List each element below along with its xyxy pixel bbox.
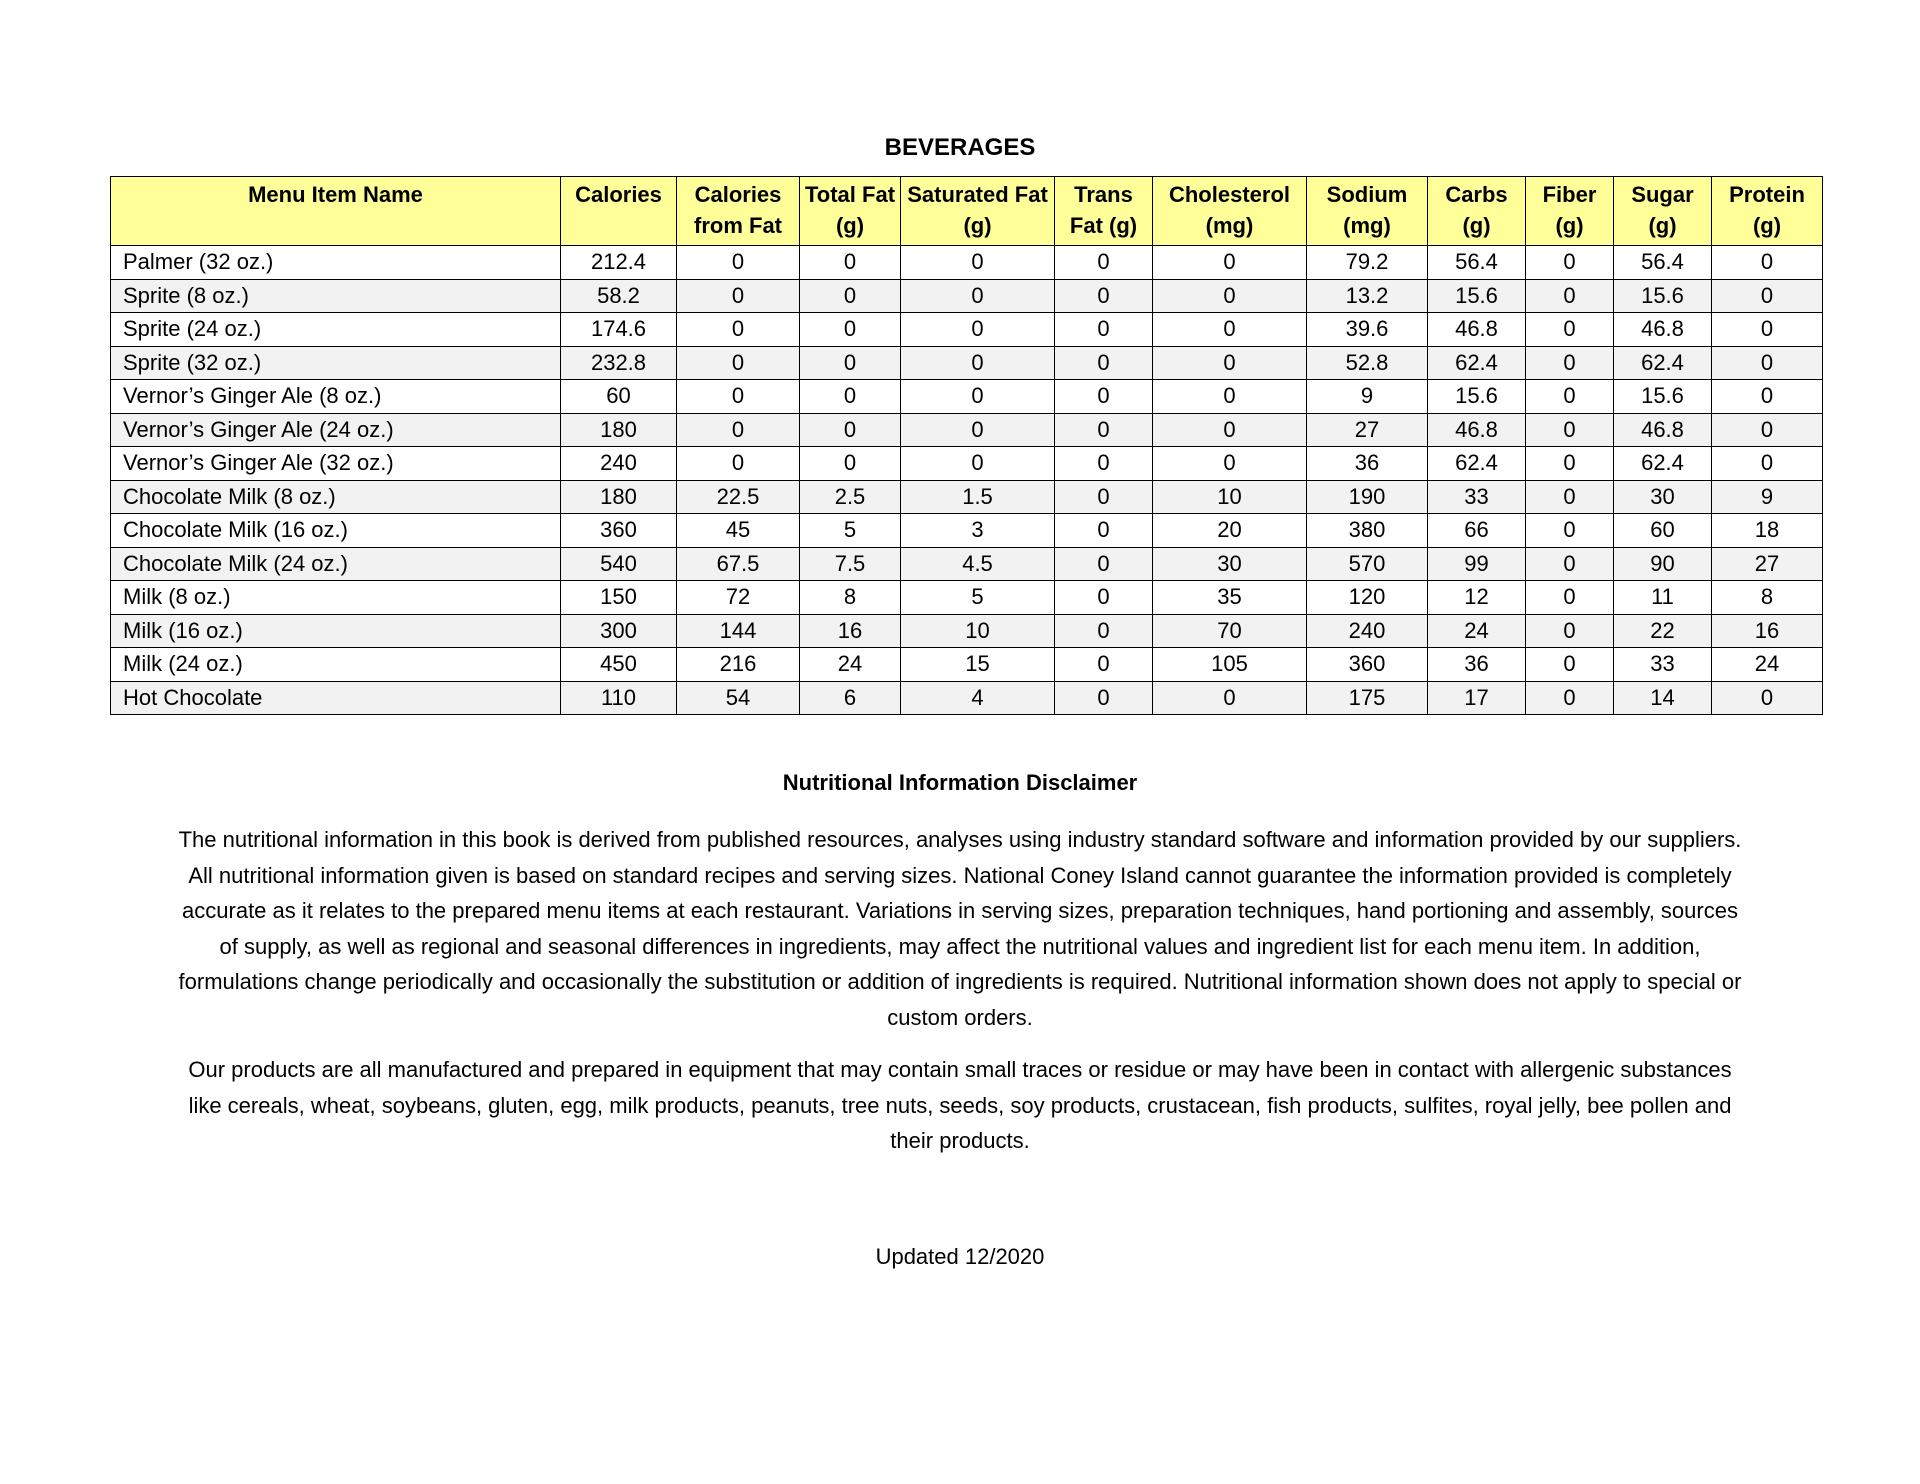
nutrition-value: 67.5: [677, 547, 800, 581]
nutrition-value: 15.6: [1428, 380, 1526, 414]
nutrition-value: 15.6: [1614, 380, 1712, 414]
nutrition-value: 0: [1153, 313, 1307, 347]
nutrition-value: 6: [800, 681, 901, 715]
nutrition-value: 0: [901, 346, 1055, 380]
nutrition-value: 0: [1055, 246, 1153, 280]
nutrition-value: 240: [1307, 614, 1428, 648]
nutrition-value: 33: [1614, 648, 1712, 682]
nutrition-value: 62.4: [1614, 346, 1712, 380]
nutrition-value: 12: [1428, 581, 1526, 615]
nutrition-value: 180: [561, 480, 677, 514]
nutrition-value: 0: [800, 313, 901, 347]
column-header: Carbs (g): [1428, 177, 1526, 246]
nutrition-value: 0: [1526, 547, 1614, 581]
column-header: Calories from Fat: [677, 177, 800, 246]
table-body: [111, 246, 1823, 715]
nutrition-value: 99: [1428, 547, 1526, 581]
nutrition-value: 46.8: [1614, 313, 1712, 347]
table-row: [111, 514, 1823, 548]
nutrition-value: 0: [1153, 681, 1307, 715]
column-header: Trans Fat (g): [1055, 177, 1153, 246]
nutrition-value: 0: [1055, 648, 1153, 682]
page-title: BEVERAGES: [884, 134, 1036, 161]
nutrition-value: 35: [1153, 581, 1307, 615]
nutrition-value: 39.6: [1307, 313, 1428, 347]
table-row: [111, 480, 1823, 514]
menu-item-name: Palmer (32 oz.): [111, 246, 561, 280]
nutrition-value: 15: [901, 648, 1055, 682]
nutrition-value: 190: [1307, 480, 1428, 514]
table-row: [111, 413, 1823, 447]
column-header: Sodium (mg): [1307, 177, 1428, 246]
menu-item-name: Chocolate Milk (24 oz.): [111, 547, 561, 581]
table-row: [111, 547, 1823, 581]
nutrition-value: 0: [1153, 346, 1307, 380]
column-header: Fiber (g): [1526, 177, 1614, 246]
table-row: [111, 648, 1823, 682]
nutrition-value: 0: [1712, 681, 1823, 715]
nutrition-value: 4.5: [901, 547, 1055, 581]
nutrition-value: 0: [1055, 346, 1153, 380]
nutrition-value: 10: [901, 614, 1055, 648]
nutrition-value: 0: [1153, 447, 1307, 481]
nutrition-value: 0: [1153, 380, 1307, 414]
nutrition-value: 62.4: [1428, 346, 1526, 380]
nutrition-value: 0: [677, 313, 800, 347]
nutrition-value: 8: [1712, 581, 1823, 615]
nutrition-value: 0: [1526, 346, 1614, 380]
nutrition-value: 46.8: [1428, 313, 1526, 347]
nutrition-value: 216: [677, 648, 800, 682]
nutrition-value: 0: [1055, 514, 1153, 548]
nutrition-value: 0: [1526, 447, 1614, 481]
menu-item-name: Sprite (8 oz.): [111, 279, 561, 313]
nutrition-value: 62.4: [1614, 447, 1712, 481]
nutrition-value: 15.6: [1614, 279, 1712, 313]
nutrition-value: 144: [677, 614, 800, 648]
nutrition-value: 0: [1526, 514, 1614, 548]
nutrition-value: 0: [901, 380, 1055, 414]
nutrition-value: 0: [800, 447, 901, 481]
nutrition-value: 9: [1712, 480, 1823, 514]
menu-item-name: Chocolate Milk (16 oz.): [111, 514, 561, 548]
nutrition-value: 7.5: [800, 547, 901, 581]
nutrition-value: 380: [1307, 514, 1428, 548]
nutrition-value: 15.6: [1428, 279, 1526, 313]
nutrition-value: 70: [1153, 614, 1307, 648]
menu-item-name: Sprite (24 oz.): [111, 313, 561, 347]
menu-item-name: Milk (16 oz.): [111, 614, 561, 648]
menu-item-name: Sprite (32 oz.): [111, 346, 561, 380]
nutrition-value: 10: [1153, 480, 1307, 514]
nutrition-value: 16: [1712, 614, 1823, 648]
nutrition-value: 0: [677, 413, 800, 447]
nutrition-value: 0: [1712, 447, 1823, 481]
nutrition-value: 0: [1055, 380, 1153, 414]
nutrition-value: 18: [1712, 514, 1823, 548]
nutrition-value: 0: [677, 246, 800, 280]
nutrition-value: 450: [561, 648, 677, 682]
nutrition-value: 0: [677, 380, 800, 414]
nutrition-value: 0: [1526, 614, 1614, 648]
nutrition-value: 24: [800, 648, 901, 682]
menu-item-name: Vernor’s Ginger Ale (24 oz.): [111, 413, 561, 447]
nutrition-value: 360: [1307, 648, 1428, 682]
nutrition-value: 36: [1428, 648, 1526, 682]
nutrition-value: 33: [1428, 480, 1526, 514]
menu-item-name: Milk (24 oz.): [111, 648, 561, 682]
nutrition-value: 0: [901, 413, 1055, 447]
nutrition-value: 120: [1307, 581, 1428, 615]
nutrition-value: 0: [1712, 246, 1823, 280]
nutrition-value: 0: [1712, 346, 1823, 380]
nutrition-value: 0: [1055, 614, 1153, 648]
nutrition-value: 0: [1055, 480, 1153, 514]
nutrition-value: 0: [1055, 413, 1153, 447]
nutrition-value: 180: [561, 413, 677, 447]
nutrition-value: 14: [1614, 681, 1712, 715]
nutrition-value: 0: [677, 447, 800, 481]
menu-item-name: Vernor’s Ginger Ale (8 oz.): [111, 380, 561, 414]
nutrition-value: 0: [1055, 447, 1153, 481]
disclaimer-paragraph-1: The nutritional information in this book is derived from published resources, analyses using industry standard software and information provided by our suppliers. All nutritional information given is based on standard recipes and serving sizes. National Coney Island cannot guarantee the information provided is completely accurate as it relates to the prepared menu items at each restaurant. Variations in serving sizes, preparation techniques, hand portioning and assembly, sources of supply, as well as regional and seasonal differences in ingredients, may affect the nutritional values and ingredient list for each menu item. In addition, formulations change periodically and occasionally the substitution or addition of ingredients is required. Nutritional information shown does not apply to special or custom orders.: [178, 827, 1742, 1030]
nutrition-value: 4: [901, 681, 1055, 715]
table-row: [111, 279, 1823, 313]
nutrition-table: [110, 176, 1823, 715]
nutrition-value: 27: [1307, 413, 1428, 447]
nutrition-value: 1.5: [901, 480, 1055, 514]
nutrition-value: 0: [1055, 547, 1153, 581]
nutrition-value: 36: [1307, 447, 1428, 481]
nutrition-value: 72: [677, 581, 800, 615]
nutrition-value: 232.8: [561, 346, 677, 380]
nutrition-value: 0: [1055, 681, 1153, 715]
nutrition-value: 0: [901, 313, 1055, 347]
updated-date: Updated 12/2020: [875, 1244, 1045, 1269]
nutrition-value: 8: [800, 581, 901, 615]
nutrition-value: 0: [1153, 413, 1307, 447]
nutrition-value: 22: [1614, 614, 1712, 648]
nutrition-value: 0: [1153, 246, 1307, 280]
nutrition-value: 60: [1614, 514, 1712, 548]
column-header: Sugar (g): [1614, 177, 1712, 246]
nutrition-value: 360: [561, 514, 677, 548]
table-row: [111, 380, 1823, 414]
nutrition-value: 56.4: [1614, 246, 1712, 280]
nutrition-value: 0: [1526, 313, 1614, 347]
nutrition-value: 570: [1307, 547, 1428, 581]
nutrition-value: 0: [800, 279, 901, 313]
nutrition-value: 79.2: [1307, 246, 1428, 280]
menu-item-name: Hot Chocolate: [111, 681, 561, 715]
table-row: [111, 346, 1823, 380]
nutrition-value: 300: [561, 614, 677, 648]
table-row: [111, 447, 1823, 481]
nutrition-value: 0: [1526, 581, 1614, 615]
nutrition-value: 24: [1428, 614, 1526, 648]
nutrition-value: 46.8: [1614, 413, 1712, 447]
nutrition-value: 0: [800, 380, 901, 414]
nutrition-value: 66: [1428, 514, 1526, 548]
menu-item-name: Vernor’s Ginger Ale (32 oz.): [111, 447, 561, 481]
nutrition-value: 30: [1614, 480, 1712, 514]
nutrition-value: 46.8: [1428, 413, 1526, 447]
table-row: [111, 614, 1823, 648]
nutrition-value: 5: [901, 581, 1055, 615]
nutrition-value: 175: [1307, 681, 1428, 715]
menu-item-name: Chocolate Milk (8 oz.): [111, 480, 561, 514]
nutrition-value: 2.5: [800, 480, 901, 514]
nutrition-value: 0: [1712, 313, 1823, 347]
nutrition-value: 0: [1712, 413, 1823, 447]
column-header: Total Fat (g): [800, 177, 901, 246]
nutrition-value: 0: [1055, 313, 1153, 347]
column-header: Calories: [561, 177, 677, 246]
nutrition-value: 0: [1055, 279, 1153, 313]
nutrition-value: 56.4: [1428, 246, 1526, 280]
disclaimer-paragraph-2: Our products are all manufactured and prepared in equipment that may contain small traces or residue or may have been in contact with allergenic substances like cereals, wheat, soybeans, gluten, egg, milk products, peanuts, tree nuts, seeds, soy products, crustacean, fish products, sulfites, royal jelly, bee pollen and their products.: [188, 1057, 1732, 1153]
nutrition-value: 0: [677, 346, 800, 380]
nutrition-value: 0: [1526, 279, 1614, 313]
nutrition-value: 30: [1153, 547, 1307, 581]
nutrition-value: 0: [1526, 480, 1614, 514]
column-header: Menu Item Name: [111, 177, 561, 246]
nutrition-value: 45: [677, 514, 800, 548]
nutrition-value: 0: [1526, 380, 1614, 414]
nutrition-value: 62.4: [1428, 447, 1526, 481]
nutrition-value: 58.2: [561, 279, 677, 313]
column-header: Saturated Fat (g): [901, 177, 1055, 246]
nutrition-value: 16: [800, 614, 901, 648]
nutrition-value: 13.2: [1307, 279, 1428, 313]
nutrition-value: 150: [561, 581, 677, 615]
nutrition-value: 0: [1526, 681, 1614, 715]
nutrition-value: 0: [1712, 279, 1823, 313]
nutrition-value: 0: [1712, 380, 1823, 414]
nutrition-value: 9: [1307, 380, 1428, 414]
nutrition-value: 0: [800, 413, 901, 447]
nutrition-value: 11: [1614, 581, 1712, 615]
nutrition-value: 5: [800, 514, 901, 548]
column-header: Protein (g): [1712, 177, 1823, 246]
nutrition-value: 0: [1153, 279, 1307, 313]
nutrition-value: 90: [1614, 547, 1712, 581]
nutrition-value: 105: [1153, 648, 1307, 682]
nutrition-value: 22.5: [677, 480, 800, 514]
nutrition-value: 110: [561, 681, 677, 715]
nutrition-value: 60: [561, 380, 677, 414]
table-row: [111, 313, 1823, 347]
column-header: Cholesterol (mg): [1153, 177, 1307, 246]
nutrition-value: 0: [901, 279, 1055, 313]
nutrition-value: 0: [677, 279, 800, 313]
nutrition-value: 3: [901, 514, 1055, 548]
nutrition-value: 0: [1526, 648, 1614, 682]
table-header-row: [111, 177, 1823, 246]
nutrition-value: 540: [561, 547, 677, 581]
nutrition-value: 0: [800, 246, 901, 280]
nutrition-value: 212.4: [561, 246, 677, 280]
nutrition-value: 0: [800, 346, 901, 380]
table-row: [111, 681, 1823, 715]
nutrition-value: 54: [677, 681, 800, 715]
nutrition-value: 52.8: [1307, 346, 1428, 380]
nutrition-value: 0: [901, 246, 1055, 280]
table-row: [111, 246, 1823, 280]
nutrition-value: 0: [901, 447, 1055, 481]
menu-item-name: Milk (8 oz.): [111, 581, 561, 615]
nutrition-value: 0: [1526, 246, 1614, 280]
disclaimer-title: Nutritional Information Disclaimer: [782, 770, 1138, 795]
nutrition-value: 240: [561, 447, 677, 481]
table-row: [111, 581, 1823, 615]
nutrition-value: 17: [1428, 681, 1526, 715]
nutrition-value: 27: [1712, 547, 1823, 581]
nutrition-value: 0: [1055, 581, 1153, 615]
nutrition-value: 0: [1526, 413, 1614, 447]
nutrition-value: 20: [1153, 514, 1307, 548]
nutrition-value: 174.6: [561, 313, 677, 347]
nutrition-value: 24: [1712, 648, 1823, 682]
